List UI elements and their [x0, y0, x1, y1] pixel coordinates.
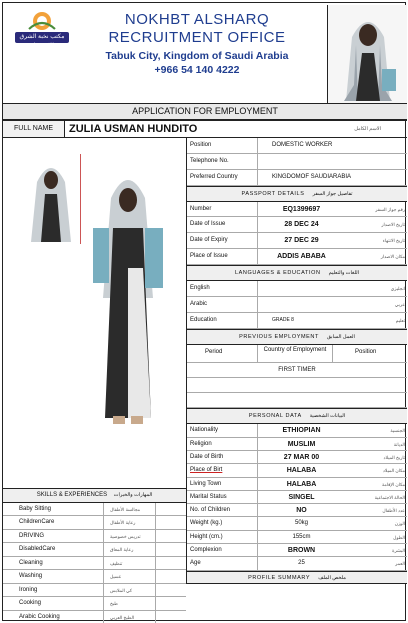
complexion-row — [187, 544, 407, 557]
passport-issue-ar: تاريخ الاصدار — [381, 222, 405, 228]
passport-expiry-value: 27 DEC 29 — [257, 233, 345, 248]
position-row — [187, 138, 407, 154]
full-body-photo — [83, 168, 173, 428]
skill-value — [155, 557, 185, 570]
skill-value — [155, 570, 185, 583]
skill-ar: تدريس خصوصية — [103, 530, 141, 543]
skill-ar: رعاية الأطفال — [103, 516, 135, 529]
skill-ar: غسيل — [103, 570, 121, 583]
religion-row — [187, 438, 407, 451]
skill-label: Cooking — [19, 600, 42, 606]
skill-ar: مجالسة الأطفال — [103, 503, 140, 516]
country-label: Preferred Country — [190, 173, 238, 180]
telephone-label: Telephone No. — [190, 157, 229, 164]
dob-label: Date of Birth — [190, 453, 224, 460]
nationality-row — [187, 424, 407, 437]
passport-issue-row — [187, 217, 407, 233]
marital-value: SINGEL — [257, 491, 345, 504]
passport-expiry-ar: تاريخ الانتهاء — [382, 238, 405, 244]
position-label: Position — [190, 142, 212, 148]
skill-label: Washing — [19, 573, 43, 579]
passport-place-row — [187, 249, 407, 265]
living-town-value: HALABA — [257, 478, 345, 491]
nationality-label: Nationality — [190, 427, 219, 434]
full-name-value: ZULIA USMAN HUNDITO — [69, 123, 198, 135]
age-value: 25 — [257, 557, 345, 570]
employment-status: FIRST TIMER — [278, 366, 316, 373]
languages-heading-ar: اللغات والتعليم — [328, 270, 360, 277]
company-header — [67, 11, 327, 76]
skill-value — [155, 530, 185, 543]
full-name-row — [3, 120, 407, 138]
skills-heading-row — [3, 489, 186, 503]
weight-ar: الوزن — [394, 521, 405, 527]
children-value: NO — [257, 504, 345, 517]
small-photo — [21, 154, 81, 244]
skill-row — [3, 543, 186, 557]
employment-columns-row — [187, 345, 407, 363]
profile-heading-ar: ملخص الملف — [318, 574, 346, 581]
education-label: Education — [190, 316, 217, 323]
passport-heading-ar: تفاصيل جواز السفر — [312, 190, 353, 197]
dob-value: 27 MAR 00 — [257, 451, 345, 464]
country-row — [187, 170, 407, 186]
position-value: DOMESTIC WORKER — [257, 138, 408, 153]
employment-col-country: Country of Employment — [257, 345, 333, 362]
personal-heading-row — [187, 408, 407, 424]
arabic-label: Arabic — [190, 300, 208, 307]
arabic-row — [187, 297, 407, 313]
arabic-ar: عربي — [394, 301, 405, 307]
passport-heading-row — [187, 186, 407, 202]
skill-row — [3, 516, 186, 530]
company-phone: +966 54 140 4222 — [154, 64, 240, 76]
skill-value — [155, 516, 185, 529]
nationality-ar: الجنسية — [390, 428, 405, 434]
skill-ar: طبخ — [103, 597, 118, 610]
employment-col-period: Period — [205, 348, 223, 355]
english-value — [257, 281, 345, 296]
full-name-label: FULL NAME — [3, 121, 65, 137]
skill-ar: رعاية المعاق — [103, 543, 133, 556]
nationality-value: ETHIOPIAN — [257, 424, 345, 437]
skill-value — [155, 543, 185, 556]
passport-number-ar: رقم جواز السفر — [375, 206, 405, 212]
skill-ar: تنظيف — [103, 557, 122, 570]
passport-number-value: EQ1399697 — [257, 202, 345, 217]
height-value: 155cm — [257, 531, 345, 544]
employment-heading: PREVIOUS EMPLOYMENT — [239, 333, 319, 340]
living-town-label: Living Town — [190, 480, 222, 487]
passport-number-row — [187, 202, 407, 218]
logo-text: مكتب نخبة الشرق للاستقدام — [19, 34, 65, 49]
children-label: No. of Children — [190, 507, 231, 514]
profile-heading-row — [187, 571, 407, 584]
skill-row — [3, 570, 186, 584]
passport-issue-label: Date of Issue — [190, 221, 226, 228]
company-logo — [9, 9, 75, 49]
height-row — [187, 531, 407, 544]
skill-ar: الطبخ العربي — [103, 611, 134, 623]
weight-label: Weight (kg.) — [190, 520, 223, 527]
company-address: Tabuk City, Kingdom of Saudi Arabia — [105, 50, 289, 62]
age-label: Age — [190, 560, 201, 567]
passport-number-label: Number — [190, 205, 212, 212]
religion-label: Religion — [190, 440, 212, 447]
profile-heading: PROFILE SUMMARY — [248, 574, 311, 581]
portrait-photo — [327, 5, 407, 105]
passport-expiry-row — [187, 233, 407, 249]
skill-row — [3, 530, 186, 544]
living-town-ar: مكان الإقامة — [382, 481, 405, 487]
weight-row — [187, 517, 407, 530]
passport-issue-value: 28 DEC 24 — [257, 217, 345, 232]
marital-ar: الحالة الاجتماعية — [374, 494, 405, 500]
skills-heading: SKILLS & EXPERIENCES — [36, 492, 108, 498]
full-name-label-ar: الاسم الكامل — [354, 126, 381, 132]
telephone-value — [257, 154, 408, 169]
age-row — [187, 557, 407, 570]
skill-value — [155, 597, 185, 610]
dob-row — [187, 451, 407, 464]
complexion-label: Complexion — [190, 547, 222, 554]
skill-label: Baby Sitting — [19, 505, 52, 512]
skill-label: Arabic Cooking — [19, 613, 60, 620]
languages-heading: LANGUAGES & EDUCATION — [234, 270, 321, 277]
birthplace-value: HALABA — [257, 464, 345, 477]
passport-place-label: Place of Issue — [190, 253, 228, 260]
application-form — [2, 2, 406, 621]
weight-value: 50kg — [257, 517, 345, 530]
complexion-ar: البشرة — [392, 548, 405, 554]
telephone-row — [187, 154, 407, 170]
skill-row — [3, 503, 186, 517]
employment-heading-ar: العمل السابق — [327, 333, 355, 340]
skill-ar: كي الملابس — [103, 584, 132, 597]
skills-heading-ar: المهارات والخبرات — [113, 492, 153, 498]
passport-place-ar: مكان الاصدار — [380, 254, 405, 260]
skill-value — [155, 611, 185, 623]
skill-value — [155, 584, 185, 597]
children-ar: عدد الأطفال — [382, 508, 405, 514]
complexion-value: BROWN — [257, 544, 345, 557]
religion-ar: الديانة — [393, 441, 405, 447]
education-ar: تعليم — [395, 317, 405, 323]
personal-heading-ar: البيانات الشخصية — [309, 413, 346, 420]
height-label: Height (cm.) — [190, 533, 223, 540]
country-value: KINGDOMOF SAUDIARABIA — [257, 170, 408, 185]
company-name-line2: RECRUITMENT OFFICE — [108, 29, 286, 46]
skill-label: ChildrenCare — [19, 519, 55, 525]
personal-heading: PERSONAL DATA — [248, 413, 302, 420]
dob-ar: تاريخ الميلاد — [383, 454, 405, 460]
languages-heading-row — [187, 265, 407, 281]
passport-expiry-label: Date of Expiry — [190, 237, 228, 244]
age-ar: العمر — [395, 561, 405, 567]
education-value: GRADE 8 — [257, 313, 345, 328]
english-label: English — [190, 285, 210, 292]
marital-row — [187, 491, 407, 504]
birthplace-label: Place of Birt — [190, 467, 223, 474]
skill-row — [3, 611, 186, 623]
employment-blank-row-1 — [187, 378, 407, 393]
photo-area — [3, 138, 186, 488]
skill-row — [3, 557, 186, 571]
passport-heading: PASSPORT DETAILS — [241, 190, 305, 197]
birthplace-row — [187, 464, 407, 477]
arabic-value — [257, 297, 345, 312]
skill-label: DisabledCare — [19, 546, 56, 552]
religion-value: MUSLIM — [257, 438, 345, 451]
english-ar: انجليزي — [390, 286, 405, 292]
education-row — [187, 313, 407, 329]
skills-table — [3, 488, 186, 623]
english-row — [187, 281, 407, 297]
skill-row — [3, 597, 186, 611]
skill-label: DRIVING — [19, 532, 45, 539]
marital-label: Marital Status — [190, 493, 227, 500]
employment-blank-row-2 — [187, 393, 407, 408]
children-row — [187, 504, 407, 517]
employment-heading-row — [187, 329, 407, 345]
details-grid — [186, 138, 407, 584]
living-town-row — [187, 478, 407, 491]
height-ar: الطول — [393, 534, 405, 540]
form-title: APPLICATION FOR EMPLOYMENT — [3, 103, 407, 120]
employment-status-row — [187, 363, 407, 379]
company-name-line1: NOKHBT ALSHARQ — [124, 11, 270, 28]
skill-label: Cleaning — [19, 559, 43, 566]
skill-value — [155, 503, 185, 516]
skill-row — [3, 584, 186, 598]
passport-place-value: ADDIS ABABA — [257, 249, 345, 264]
skill-label: Ironing — [19, 586, 38, 593]
employment-col-position: Position — [355, 348, 377, 355]
birthplace-ar: مكان الميلاد — [382, 468, 405, 474]
